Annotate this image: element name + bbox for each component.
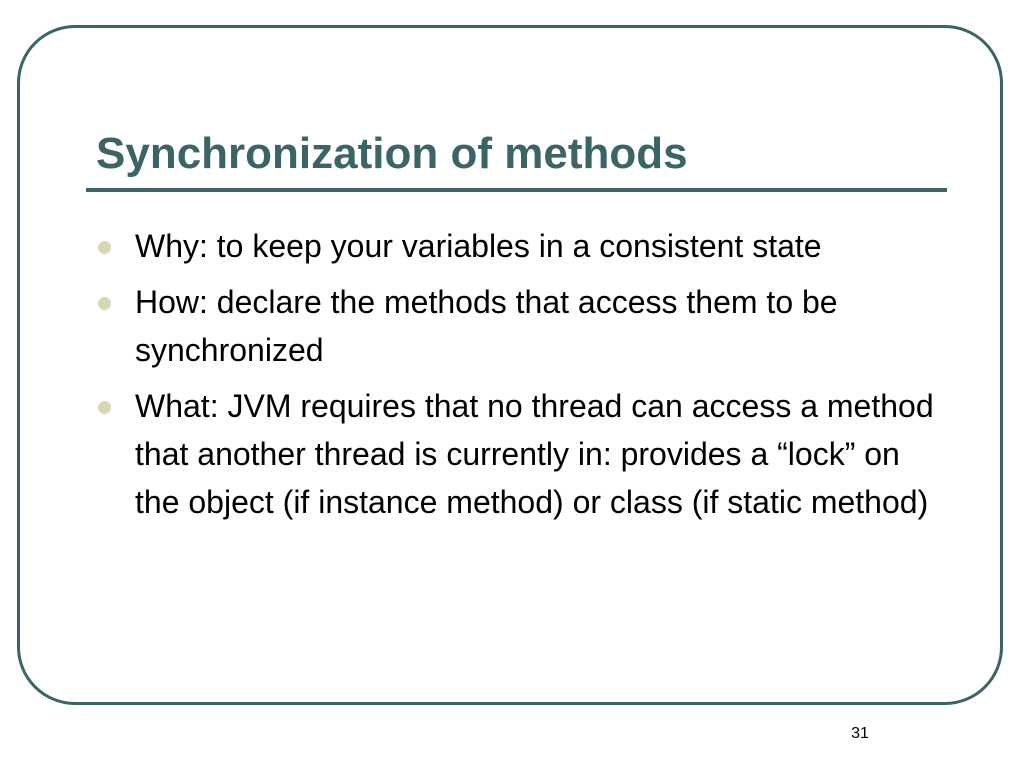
- bullet-dot-icon: [98, 401, 111, 414]
- bullet-text: What: JVM requires that no thread can access a method that another thread is currently in: provides a “lock” on the object (if instance method) or class (if static method): [135, 388, 934, 520]
- bullet-dot-icon: [98, 297, 111, 310]
- bullet-dot-icon: [98, 241, 111, 254]
- bullet-item: [96, 222, 946, 270]
- title-underline: [86, 188, 947, 192]
- page-number: 31: [851, 725, 869, 742]
- bullet-item: [96, 382, 946, 526]
- slide-title: Synchronization of methods: [96, 129, 688, 178]
- bullet-text: Why: to keep your variables in a consistent state: [135, 228, 822, 264]
- bullet-item: [96, 278, 946, 374]
- bullet-text: How: declare the methods that access them to be synchronized: [135, 284, 838, 368]
- bullet-list: [96, 222, 946, 534]
